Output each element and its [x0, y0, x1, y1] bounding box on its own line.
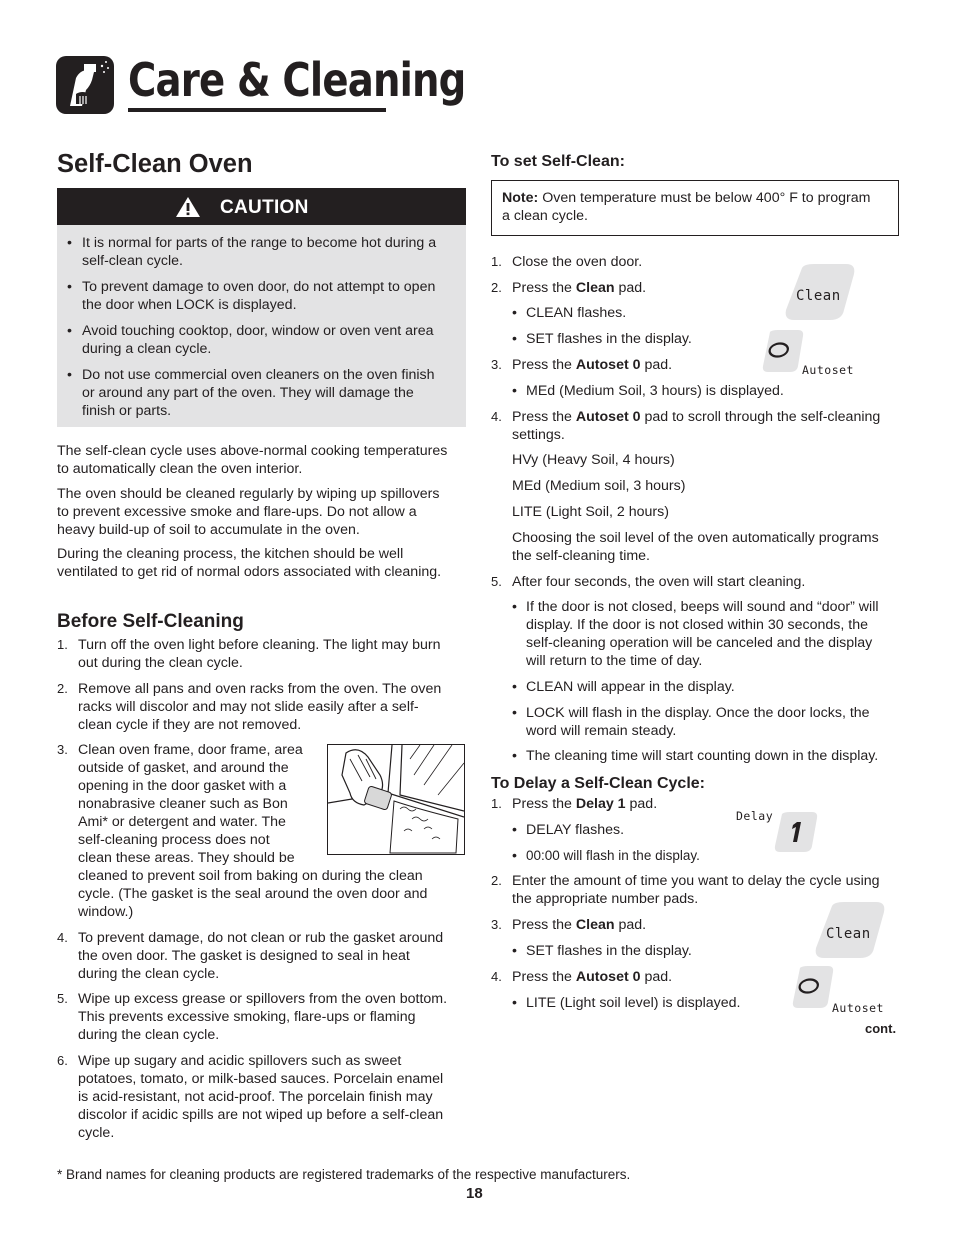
step-number: 1. — [491, 796, 502, 811]
step-5-bullet-text: will return to the time of day. — [526, 653, 703, 669]
step-1-text: Close the oven door. — [512, 254, 643, 270]
step-number: 3. — [57, 742, 68, 757]
delay-step-2-text-2: the appropriate number pads. — [512, 891, 699, 907]
before-step-text: potatoes, tomato, or milk-based sauces. Porcelain enamel — [78, 1071, 444, 1087]
page-number: 18 — [466, 1185, 483, 1202]
delay-self-clean-title: To Delay a Self-Clean Cycle: — [491, 775, 705, 792]
before-step-text: during the clean cycle. — [78, 1027, 220, 1043]
step-number: 2. — [491, 280, 502, 295]
note-text-2: a clean cycle. — [502, 208, 588, 224]
step-number: 1. — [491, 254, 502, 269]
delay-step-1-bullet-2: 00:00 will flash in the display. — [526, 848, 700, 863]
trademark-footnote: * Brand names for cleaning products are registered trademarks of the respective manufacturers. — [57, 1167, 631, 1182]
cleaning-spray-icon — [56, 56, 114, 114]
intro-paragraph-text: to prevent excessive smoke and flare-ups. Do not allow a — [57, 504, 417, 520]
step-number: 1. — [57, 637, 68, 652]
before-step-text: outside of gasket, and around the — [78, 760, 289, 776]
delay-step-3-bullet-1: SET flashes in the display. — [526, 943, 692, 959]
bullet-dot: • — [67, 279, 72, 295]
clean-pad-label: Clean — [796, 288, 841, 304]
bullet-dot: • — [512, 748, 517, 764]
step-4-after-1: Choosing the soil level of the oven automatically programs — [512, 530, 879, 546]
delay-pad-icon — [774, 812, 818, 852]
autoset-pad-icon — [762, 330, 804, 372]
note-box — [491, 180, 899, 236]
intro-paragraph-text: During the cleaning process, the kitchen should be well — [57, 546, 404, 562]
delay-step-4-bullet-1: LITE (Light soil level) is displayed. — [526, 995, 741, 1011]
bullet-dot: • — [512, 383, 517, 399]
before-step-text: self-cleaning process does not — [78, 832, 270, 848]
intro-paragraph-text: ventilated to get rid of normal odors associated with cleaning. — [57, 564, 442, 580]
soil-option-light: LITE (Light Soil, 2 hours) — [512, 504, 669, 520]
step-number: 5. — [491, 574, 502, 589]
before-step-text: during the clean cycle. — [78, 966, 220, 982]
step-5-bullet-text: If the door is not closed, beeps will sound and “door” will — [526, 599, 879, 615]
before-step-text: racks will discolor and may not slide easily after a self- — [78, 699, 419, 715]
before-step-text: the oven door. The gasket is designed to seal in heat — [78, 948, 410, 964]
bullet-dot: • — [512, 679, 517, 695]
bullet-dot: • — [512, 599, 517, 615]
before-step-text: opening in the door gasket with a — [78, 778, 287, 794]
section-title: Self-Clean Oven — [57, 150, 253, 178]
continued-label: cont. — [865, 1021, 897, 1036]
caution-item-text: Do not use commercial oven cleaners on the oven finish — [82, 367, 435, 383]
step-5-bullet-text: self-cleaning operation will be canceled and the display — [526, 635, 873, 651]
step-2-bullet-2: SET flashes in the display. — [526, 331, 692, 347]
delay-pad-label: Delay — [736, 809, 774, 823]
before-self-cleaning-title: Before Self-Cleaning — [57, 611, 244, 632]
bullet-dot: • — [512, 995, 517, 1011]
soil-option-medium: MEd (Medium soil, 3 hours) — [512, 478, 686, 494]
step-number: 3. — [491, 357, 502, 372]
before-step-text: Wipe up sugary and acidic spillovers such as sweet — [78, 1053, 402, 1069]
step-3-text: Press the Autoset 0 pad. — [512, 357, 673, 373]
before-step-text: cycle. (The gasket is the seal around the oven door and — [78, 886, 428, 902]
step-number: 6. — [57, 1053, 68, 1068]
set-self-clean-title: To set Self-Clean: — [491, 153, 625, 170]
before-step-text: To prevent damage, do not clean or rub the gasket around — [78, 930, 444, 946]
step-number: 4. — [491, 969, 502, 984]
clean-pad-label-2: Clean — [826, 926, 871, 942]
step-5-bullet-text: word will remain steady. — [526, 723, 677, 739]
step-4-text: Press the Autoset 0 pad to scroll through the self-cleaning — [512, 409, 881, 425]
caution-item-text: To prevent damage to oven door, do not attempt to open — [82, 279, 436, 295]
intro-paragraph-text: heavy build-up of soil to accumulate in the oven. — [57, 522, 360, 538]
step-2-text: Press the Clean pad. — [512, 280, 647, 296]
step-5-text: After four seconds, the oven will start cleaning. — [512, 574, 806, 590]
before-step-text: Clean oven frame, door frame, area — [78, 742, 303, 758]
autoset-pad-label: Autoset — [802, 363, 854, 377]
bullet-dot: • — [512, 331, 517, 347]
before-step-text: cleaned to prevent soil from baking on during the clean — [78, 868, 423, 884]
intro-paragraph-text: The self-clean cycle uses above-normal cooking temperatures — [57, 443, 448, 459]
note-text: Oven temperature must be below 400° F to program — [538, 190, 871, 206]
step-number: 2. — [491, 873, 502, 888]
caution-item-text: the door when LOCK is displayed. — [82, 297, 297, 313]
bullet-dot: • — [67, 235, 72, 251]
before-step-text: clean these areas. They should be — [78, 850, 295, 866]
warning-triangle-icon — [175, 196, 201, 218]
step-5-bullet-text: The cleaning time will start counting down in the display. — [526, 748, 879, 764]
caution-item-text: It is normal for parts of the range to become hot during a — [82, 235, 437, 251]
bullet-dot: • — [512, 305, 517, 321]
step-5-bullet-text: CLEAN will appear in the display. — [526, 679, 735, 695]
caution-item-text: self-clean cycle. — [82, 253, 183, 269]
before-step-text: This prevents excessive smoking, flare-ups or flaming — [78, 1009, 416, 1025]
before-step-text: Ami* or detergent and water. The — [78, 814, 286, 830]
step-3-bullet-1: MEd (Medium Soil, 3 hours) is displayed. — [526, 383, 784, 399]
note-label: Note: — [502, 190, 539, 206]
delay-step-2-text: Enter the amount of time you want to delay the cycle using — [512, 873, 880, 889]
step-2-bullet-1: CLEAN flashes. — [526, 305, 627, 321]
bullet-dot: • — [512, 943, 517, 959]
bullet-dot: • — [512, 848, 517, 864]
autoset-pad-label-2: Autoset — [832, 1001, 884, 1015]
step-4-text-2: settings. — [512, 427, 565, 443]
intro-paragraph-text: to automatically clean the oven interior. — [57, 461, 303, 477]
step-number: 2. — [57, 681, 68, 696]
caution-item-text: during a clean cycle. — [82, 341, 212, 357]
intro-paragraph-text: The oven should be cleaned regularly by wiping up spillovers — [57, 486, 440, 502]
soil-option-heavy: HVy (Heavy Soil, 4 hours) — [512, 452, 675, 468]
bullet-dot: • — [67, 323, 72, 339]
page-header-title: Care & Cleaning — [128, 53, 466, 107]
bullet-dot: • — [67, 367, 72, 383]
before-step-text: Remove all pans and oven racks from the oven. The oven — [78, 681, 442, 697]
step-number: 4. — [491, 409, 502, 424]
delay-step-1-bullet-1: DELAY flashes. — [526, 822, 625, 838]
before-step-text: out during the clean cycle. — [78, 655, 243, 671]
step-number: 4. — [57, 930, 68, 945]
before-step-text: clean cycle if they are not removed. — [78, 717, 302, 733]
header-underline — [128, 108, 386, 112]
bullet-dot: • — [512, 822, 517, 838]
before-step-text: discolor if acidic spills are not wiped up before a self-clean — [78, 1107, 444, 1123]
caution-item-text: finish or parts. — [82, 403, 172, 419]
step-4-after-2: the self-cleaning time. — [512, 548, 651, 564]
delay-step-1-text: Press the Delay 1 pad. — [512, 796, 658, 812]
step-5-bullet-text: LOCK will flash in the display. Once the door locks, the — [526, 705, 870, 721]
step-number: 5. — [57, 991, 68, 1006]
caution-item-text: or around any part of the oven. They will damage the — [82, 385, 414, 401]
delay-step-3-text: Press the Clean pad. — [512, 917, 647, 933]
before-step-text: Wipe up excess grease or spillovers from the oven bottom. — [78, 991, 448, 1007]
autoset-pad-icon-2 — [792, 966, 834, 1008]
caution-item-text: Avoid touching cooktop, door, window or oven vent area — [82, 323, 434, 339]
before-step-text: nonabrasive cleaner such as Bon — [78, 796, 288, 812]
before-step-text: window.) — [78, 904, 134, 920]
before-step-text: Turn off the oven light before cleaning. The light may burn — [78, 637, 441, 653]
caution-banner — [57, 188, 466, 225]
bullet-dot: • — [512, 705, 517, 721]
step-number: 3. — [491, 917, 502, 932]
gasket-cleaning-illustration — [327, 744, 465, 855]
before-step-text: is acid-resistant, not acid-proof. The porcelain finish may — [78, 1089, 433, 1105]
step-5-bullet-text: display. If the door is not closed within 30 seconds, the — [526, 617, 869, 633]
caution-label: CAUTION — [220, 197, 309, 218]
delay-step-4-text: Press the Autoset 0 pad. — [512, 969, 673, 985]
before-step-text: cycle. — [78, 1125, 115, 1141]
